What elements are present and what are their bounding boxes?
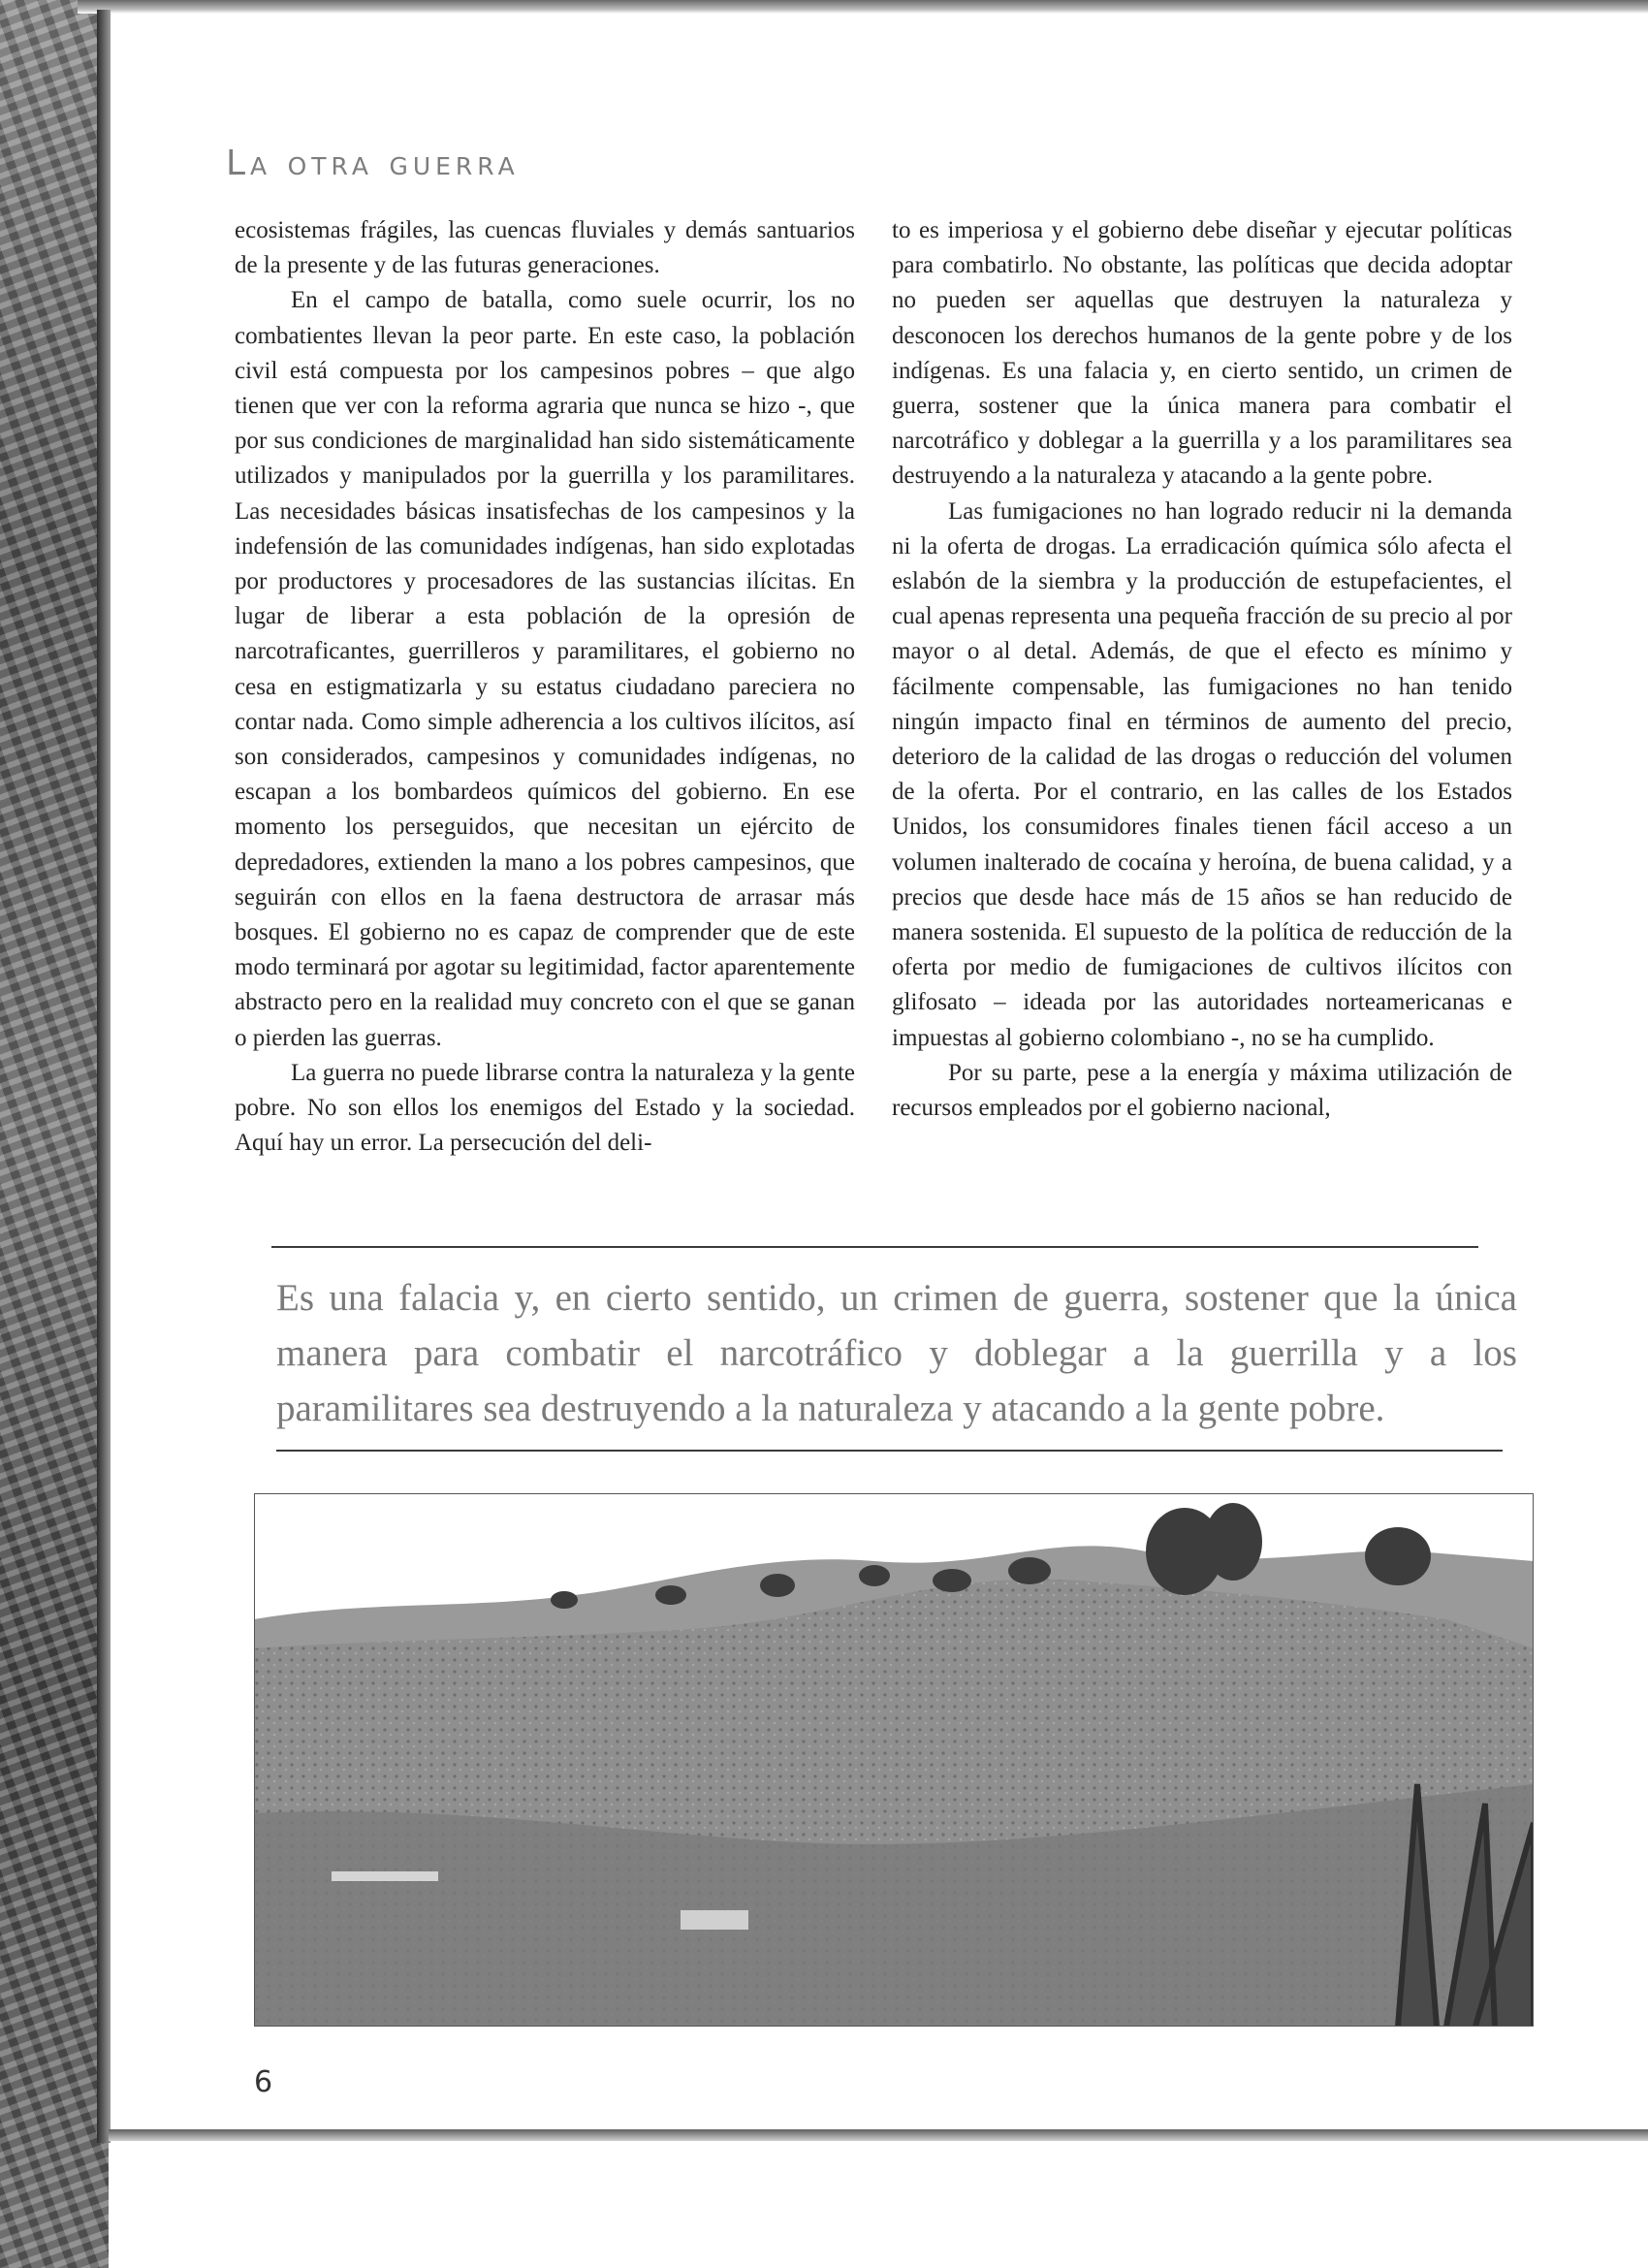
pull-quote-rule-top [271, 1246, 1478, 1248]
left-paragraph: La guerra no puede librarse contra la naturaleza y la gente pobre. No son ellos los enemigos del Estado y la sociedad. Aquí hay un error. La persecución del deli- [235, 1059, 855, 1157]
background-photo-edge [0, 0, 109, 2268]
scan-top-edge [78, 0, 1648, 14]
landscape-photo [254, 1493, 1534, 2027]
running-head: La otra guerra [226, 144, 520, 183]
right-paragraph: Las fumigaciones no han logrado reducir ni la demanda ni la oferta de drogas. La erradicación química sólo afecta el eslabón de la siembra y la producción de estupefacientes, el cual apenas representa una pequeña fracción de su precio al por mayor o al detal. Además, de que el efecto es mínimo y fácilmente compensable, las fumigaciones no han tenido ningún impacto final en términos de aumento del precio, deterioro de la calidad de las drogas o reducción del volumen de la oferta. Por el contrario, en las calles de los Estados Unidos, los consumidores finales tienen fácil acceso a un volumen inalterado de cocaína y heroína, de buena calidad, y a precios que desde hace más de 15 años se han reducido de manera sostenida. El supuesto de la política de reducción de la oferta por medio de fumigaciones de cultivos ilícitos con glifosato – ideada por las autoridades norteamericanas e impuestas al gobierno colombiano -, no se ha cumplido. [892, 497, 1512, 1051]
right-paragraph: to es imperiosa y el gobierno debe diseñar y ejecutar políticas para combatirlo. No obstante, las políticas que decida adoptar no pueden ser aquellas que destruyen la naturaleza y desconocen los derechos humanos de la gente pobre y de los indígenas. Es una falacia y, en cierto sentido, un crimen de guerra, sostener que la única manera para combatir el narcotráfico y doblegar a la guerrilla y a los paramilitares sea destruyendo a la naturaleza y atacando a la gente pobre. [892, 217, 1512, 490]
left-paragraph: ecosistemas frágiles, las cuencas fluviales y demás santuarios de la presente y de las futuras generaciones. [235, 217, 855, 279]
right-column [892, 213, 1512, 1126]
left-column [235, 213, 855, 1161]
left-paragraph: En el campo de batalla, como suele ocurrir, los no combatientes llevan la peor parte. En este caso, la población civil está compuesta por los campesinos pobres – que algo tienen que ver con la reforma agraria que nunca se hizo -, que por sus condiciones de marginalidad han sido sistemáticamente utilizados y manipulados por la guerrilla y los paramilitares. Las necesidades básicas insatisfechas de los campesinos y la indefensión de las comunidades indígenas, han sido explotadas por productores y procesadores de las sustancias ilícitas. En lugar de liberar a esta población de la opresión de narcotraficantes, guerrilleros y paramilitares, el gobierno no cesa en estigmatizarla y su estatus ciudadano pareciera no contar nada. Como simple adherencia a los cultivos ilícitos, así son considerados, campesinos y comunidades indígenas, no escapan a los bombardeos químicos del gobierno. En ese momento los perseguidos, que necesitan un ejército de depredadores, extienden la mano a los pobres campesinos, que seguirán con ellos en la faena destructora de arrasar más bosques. El gobierno no es capaz de comprender que de este modo terminará por agotar su legitimidad, factor aparentemente abstracto pero en la realidad muy concreto con el que se ganan o pierden las guerras. [235, 287, 855, 1051]
pull-quote: Es una falacia y, en cierto sentido, un crimen de guerra, sostener que la única manera para combatir el narcotráfico y doblegar a la guerrilla y a los paramilitares sea destruyendo a la naturaleza y atacando a la gente pobre. [276, 1277, 1517, 1429]
right-paragraph: Por su parte, pese a la energía y máxima utilización de recursos empleados por el gobierno nacional, [892, 1059, 1512, 1122]
pull-quote-rule-bottom [276, 1450, 1503, 1452]
page-shadow-bottom [109, 2129, 1648, 2141]
page-number: 6 [254, 2065, 273, 2099]
page-shadow-left [97, 10, 111, 2143]
